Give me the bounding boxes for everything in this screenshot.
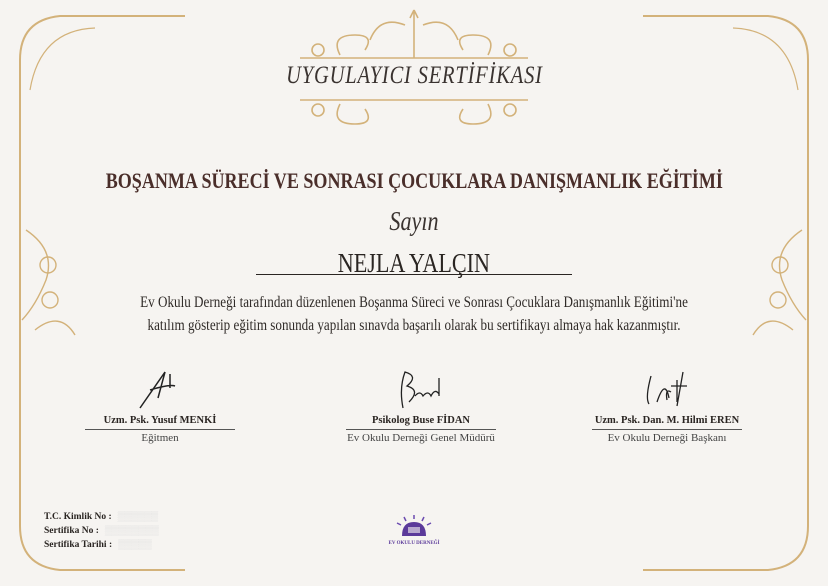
signature-block-trainer xyxy=(85,368,235,444)
signature-image xyxy=(391,368,451,410)
certificate-info: T.C. Kimlik No : ▒▒▒▒▒▒ Sertifika No : ▒▒▒▒▒▒▒▒ Sertifika Tarihi : ▒▒▒▒▒ xyxy=(44,512,159,550)
signatory-role: Ev Okulu Derneği Genel Müdürü xyxy=(347,432,495,444)
association-logo xyxy=(386,514,442,546)
signatory-role: Ev Okulu Derneği Başkanı xyxy=(607,432,727,444)
body-text-line-2: katılım gösterip eğitim sonunda yapılan sınavda başarılı olarak bu sertifikayı almaya hak kazanmıştır. xyxy=(147,317,681,334)
signature-image xyxy=(130,368,190,410)
signature-block-director xyxy=(346,368,496,444)
signature-block-president xyxy=(592,368,742,444)
cert-date-label: Sertifika Tarihi xyxy=(44,540,107,550)
certificate-type-title: UYGULAYICI SERTİFİKASI xyxy=(285,62,543,89)
signatory-name: Uzm. Psk. Dan. M. Hilmi EREN xyxy=(594,415,740,426)
signatory-role: Eğitmen xyxy=(141,432,179,444)
name-underline xyxy=(256,274,572,275)
logo-icon xyxy=(394,514,434,536)
logo-text: EV OKULU DERNEĞİ xyxy=(388,541,440,546)
cert-no-label: Sertifika No xyxy=(44,526,94,536)
signatory-name: Psikolog Buse FİDAN xyxy=(371,415,470,426)
body-text-line-1: Ev Okulu Derneği tarafından düzenlenen Boşanma Süreci ve Sonrası Çocuklara Danışmanlık Eğitimi'ne xyxy=(140,294,688,311)
course-title: BOŞANMA SÜRECİ VE SONRASI ÇOCUKLARA DANIŞMANLIK EĞİTİMİ xyxy=(105,168,723,193)
signatory-name: Uzm. Psk. Yusuf MENKİ xyxy=(103,415,217,426)
salutation: Sayın xyxy=(389,206,439,236)
signature-image xyxy=(637,368,697,410)
tc-label: T.C. Kimlik No xyxy=(44,512,107,522)
recipient-name: NEJLA YALÇIN xyxy=(337,248,491,278)
